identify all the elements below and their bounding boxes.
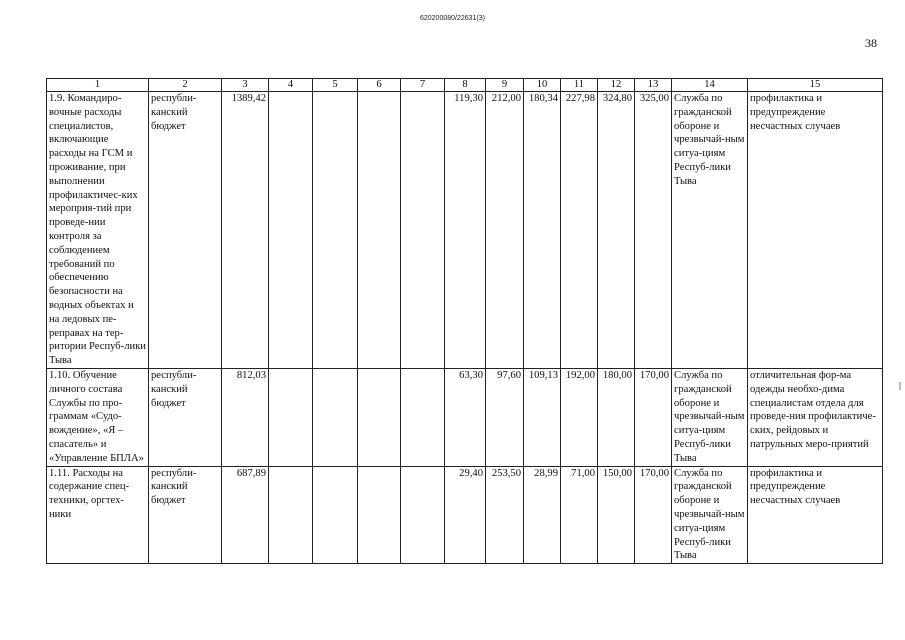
responsible-executor: Служба по гражданской обороне и чрезвычай-ным ситуа-циям Респуб-лики Тыва — [672, 466, 748, 564]
funding-source: республи-канский бюджет — [149, 466, 222, 564]
measure-name: 1.11. Расходы на содержание спец-техники, оргтех-ники — [47, 466, 149, 564]
col-header-7: 7 — [401, 79, 445, 92]
total-amount: 687,89 — [222, 466, 269, 564]
cell-col-8: 63,30 — [445, 368, 486, 466]
funding-source: республи-канский бюджет — [149, 92, 222, 369]
cell-col-6 — [358, 368, 401, 466]
cell-col-7 — [401, 368, 445, 466]
table-row — [47, 466, 883, 564]
col-header-14: 14 — [672, 79, 748, 92]
col-header-15: 15 — [748, 79, 883, 92]
cell-col-7 — [401, 92, 445, 369]
responsible-executor: Служба по гражданской обороне и чрезвычай-ным ситуа-циям Респуб-лики Тыва — [672, 368, 748, 466]
column-number-row — [47, 79, 883, 92]
col-header-1: 1 — [47, 79, 149, 92]
cell-col-13: 170,00 — [635, 466, 672, 564]
cell-col-11: 227,98 — [561, 92, 598, 369]
cell-col-6 — [358, 92, 401, 369]
cell-col-10: 28,99 — [524, 466, 561, 564]
cell-col-12: 150,00 — [598, 466, 635, 564]
cell-col-9: 253,50 — [486, 466, 524, 564]
col-header-2: 2 — [149, 79, 222, 92]
col-header-4: 4 — [269, 79, 313, 92]
cell-col-4 — [269, 92, 313, 369]
cell-col-5 — [313, 92, 358, 369]
scan-artifact — [899, 382, 901, 390]
table-row — [47, 92, 883, 369]
cell-col-10: 109,13 — [524, 368, 561, 466]
measure-name: 1.9. Командиро-вочные расходы специалистов, включающие расходы на ГСМ и проживание, при выполнении профилактичес-ких мероприя-тий при проведе-нии контроля за соблюдением требований по обеспечению безопасности на водных объектах и на ледовых пе-реправах на тер-ритории Респуб-лики Тыва — [47, 92, 149, 369]
page-number: 38 — [865, 36, 877, 50]
col-header-6: 6 — [358, 79, 401, 92]
cell-col-10: 180,34 — [524, 92, 561, 369]
cell-col-13: 325,00 — [635, 92, 672, 369]
total-amount: 812,03 — [222, 368, 269, 466]
cell-col-4 — [269, 466, 313, 564]
col-header-8: 8 — [445, 79, 486, 92]
program-table — [46, 78, 883, 564]
cell-col-5 — [313, 368, 358, 466]
col-header-13: 13 — [635, 79, 672, 92]
cell-col-8: 29,40 — [445, 466, 486, 564]
cell-col-11: 71,00 — [561, 466, 598, 564]
cell-col-12: 180,00 — [598, 368, 635, 466]
col-header-11: 11 — [561, 79, 598, 92]
col-header-12: 12 — [598, 79, 635, 92]
cell-col-7 — [401, 466, 445, 564]
expected-result: отличительная фор-ма одежды необхо-дима специалистам отдела для проведе-ния профилактиче-ских, рейдовых и патрульных меро-приятий — [748, 368, 883, 466]
col-header-5: 5 — [313, 79, 358, 92]
funding-source: республи-канский бюджет — [149, 368, 222, 466]
cell-col-12: 324,80 — [598, 92, 635, 369]
cell-col-9: 97,60 — [486, 368, 524, 466]
col-header-9: 9 — [486, 79, 524, 92]
col-header-3: 3 — [222, 79, 269, 92]
cell-col-9: 212,00 — [486, 92, 524, 369]
cell-col-13: 170,00 — [635, 368, 672, 466]
measure-name: 1.10. Обучение личного состава Службы по про-граммам «Судо-вождение», «Я – спасатель» и «Управление БПЛА» — [47, 368, 149, 466]
cell-col-5 — [313, 466, 358, 564]
col-header-10: 10 — [524, 79, 561, 92]
expected-result: профилактика и предупреждение несчастных случаев — [748, 92, 883, 369]
cell-col-6 — [358, 466, 401, 564]
table-row — [47, 368, 883, 466]
total-amount: 1389,42 — [222, 92, 269, 369]
document-id: 620200080/22631(3) — [419, 15, 485, 22]
cell-col-4 — [269, 368, 313, 466]
expected-result: профилактика и предупреждение несчастных случаев — [748, 466, 883, 564]
responsible-executor: Служба по гражданской обороне и чрезвычай-ным ситуа-циям Респуб-лики Тыва — [672, 92, 748, 369]
cell-col-8: 119,30 — [445, 92, 486, 369]
cell-col-11: 192,00 — [561, 368, 598, 466]
